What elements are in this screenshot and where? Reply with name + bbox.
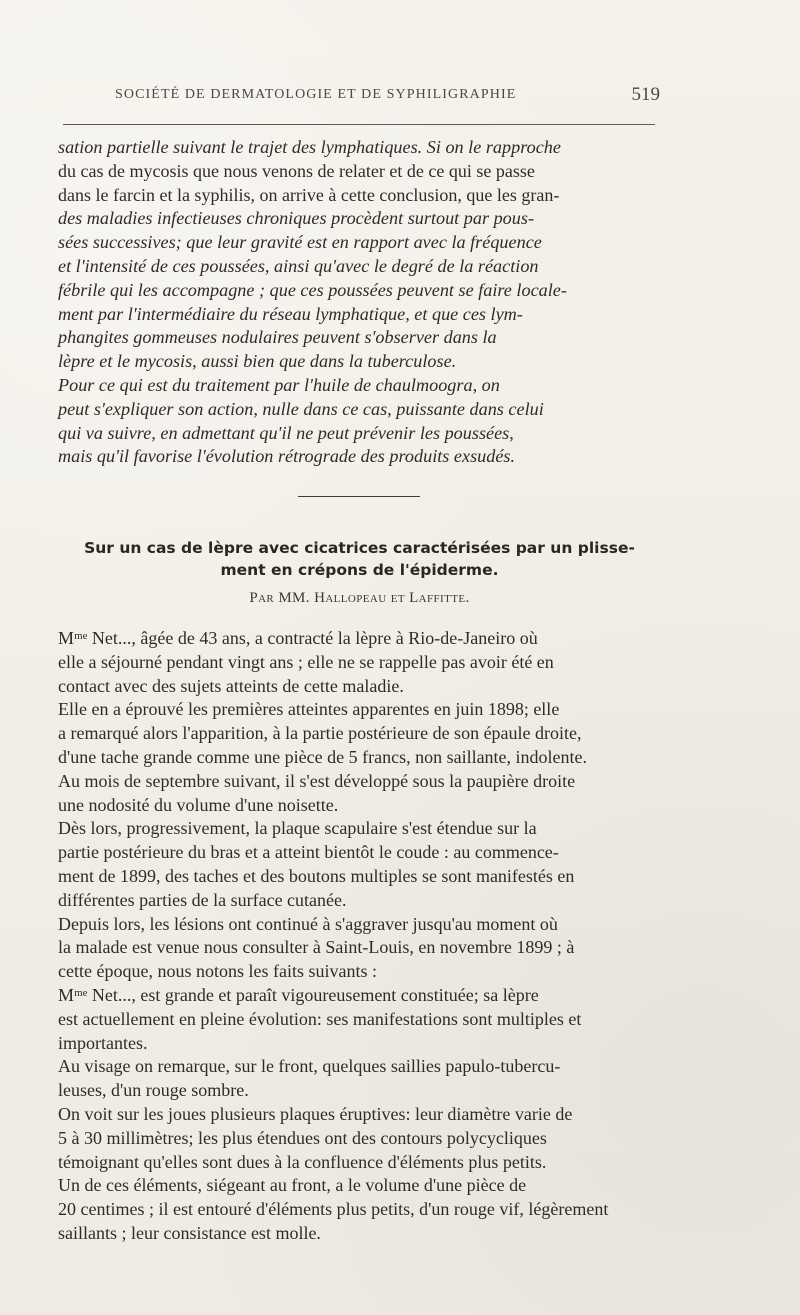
top-paragraph-line: sation partielle suivant le trajet des lymphatiques. Si on le rapproche bbox=[58, 137, 561, 157]
top-paragraph-line: ment par l'intermédiaire du réseau lymphatique, et que ces lym- bbox=[58, 303, 523, 324]
body-line: leuses, d'un rouge sombre. bbox=[58, 1080, 249, 1101]
body-line: 20 centimes ; il est entouré d'éléments plus petits, d'un rouge vif, légèrement bbox=[58, 1199, 609, 1220]
body-line: Un de ces éléments, siégeant au front, a le volume d'une pièce de bbox=[58, 1175, 527, 1196]
top-paragraph-line: sées successives; que leur gravité est en rapport avec la fréquence bbox=[58, 232, 542, 253]
top-paragraph-line: Pour ce qui est du traitement par l'huile de chaulmoogra, on bbox=[58, 374, 500, 395]
body-line: 5 à 30 millimètres; les plus étendues ont des contours polycycliques bbox=[58, 1127, 547, 1148]
body-line: Elle en a éprouvé les premières atteintes apparentes en juin 1898; elle bbox=[58, 699, 560, 720]
body-line: témoignant qu'elles sont dues à la confluence d'éléments plus petits. bbox=[58, 1151, 547, 1172]
running-header bbox=[115, 84, 660, 111]
body-line: On voit sur les joues plusieurs plaques éruptives: leur diamètre varie de bbox=[58, 1103, 573, 1124]
top-paragraph-line: lèpre et le mycosis, aussi bien que dans la tuberculose. bbox=[58, 351, 457, 372]
section-divider-rule bbox=[298, 496, 420, 497]
body-line: Depuis lors, les lésions ont continué à s'aggraver jusqu'au moment où bbox=[58, 913, 558, 934]
running-head-title: SOCIÉTÉ DE DERMATOLOGIE ET DE SYPHILIGRAPHIE bbox=[115, 87, 517, 102]
section-title-line: Sur un cas de lèpre avec cicatrices caractérisées par un plisse- bbox=[84, 539, 635, 557]
body-line: Mᵐᵉ Net..., âgée de 43 ans, a contracté la lèpre à Rio-de-Janeiro où bbox=[58, 628, 538, 648]
body-line: ment de 1899, des taches et des boutons multiples se sont manifestés en bbox=[58, 865, 575, 886]
body-line: une nodosité du volume d'une noisette. bbox=[58, 794, 339, 815]
section-title bbox=[58, 537, 661, 581]
authors-text: Par MM. Hallopeau et Laffitte. bbox=[249, 590, 470, 606]
top-paragraph-line: des maladies infectieuses chroniques procèdent surtout par pous- bbox=[58, 208, 535, 229]
page-number: 519 bbox=[631, 84, 660, 105]
body-line: partie postérieure du bras et a atteint bientôt le coude : au commence- bbox=[58, 842, 559, 863]
body-line: contact avec des sujets atteints de cette maladie. bbox=[58, 675, 404, 696]
body-line: cette époque, nous notons les faits suivants : bbox=[58, 961, 377, 982]
top-paragraph-line: dans le farcin et la syphilis, on arrive à cette conclusion, que les gran- bbox=[58, 184, 560, 205]
body-line: Dès lors, progressivement, la plaque scapulaire s'est étendue sur la bbox=[58, 818, 537, 839]
top-paragraph-line: phangites gommeuses nodulaires peuvent s'observer dans la bbox=[58, 327, 497, 348]
body-line: saillants ; leur consistance est molle. bbox=[58, 1222, 321, 1243]
top-paragraph-line: mais qu'il favorise l'évolution rétrograde des produits exsudés. bbox=[58, 446, 516, 467]
header-rule bbox=[63, 124, 655, 125]
body-line: importantes. bbox=[58, 1032, 148, 1053]
top-paragraph-line: peut s'expliquer son action, nulle dans ce cas, puissante dans celui bbox=[58, 398, 544, 419]
body-text bbox=[58, 627, 661, 1246]
body-line: est actuellement en pleine évolution: ses manifestations sont multiples et bbox=[58, 1008, 582, 1029]
body-line: a remarqué alors l'apparition, à la partie postérieure de son épaule droite, bbox=[58, 723, 582, 744]
top-paragraph bbox=[58, 136, 661, 469]
body-line: Mᵐᵉ Net..., est grande et paraît vigoureusement constituée; sa lèpre bbox=[58, 984, 539, 1005]
authors-line bbox=[58, 590, 661, 607]
top-paragraph-line: fébrile qui les accompagne ; que ces poussées peuvent se faire locale- bbox=[58, 279, 567, 300]
top-paragraph-line: qui va suivre, en admettant qu'il ne peut prévenir les poussées, bbox=[58, 422, 514, 443]
body-line: Au mois de septembre suivant, il s'est développé sous la paupière droite bbox=[58, 770, 576, 791]
body-line: d'une tache grande comme une pièce de 5 francs, non saillante, indolente. bbox=[58, 746, 588, 767]
body-line: la malade est venue nous consulter à Saint-Louis, en novembre 1899 ; à bbox=[58, 937, 575, 958]
section-title-line: ment en crépons de l'épiderme. bbox=[220, 561, 499, 579]
body-line: elle a séjourné pendant vingt ans ; elle ne se rappelle pas avoir été en bbox=[58, 651, 554, 672]
top-paragraph-line: du cas de mycosis que nous venons de relater et de ce qui se passe bbox=[58, 160, 535, 181]
top-paragraph-line: et l'intensité de ces poussées, ainsi qu'avec le degré de la réaction bbox=[58, 255, 539, 276]
body-line: Au visage on remarque, sur le front, quelques saillies papulo-tubercu- bbox=[58, 1056, 561, 1077]
body-line: différentes parties de la surface cutanée. bbox=[58, 889, 347, 910]
